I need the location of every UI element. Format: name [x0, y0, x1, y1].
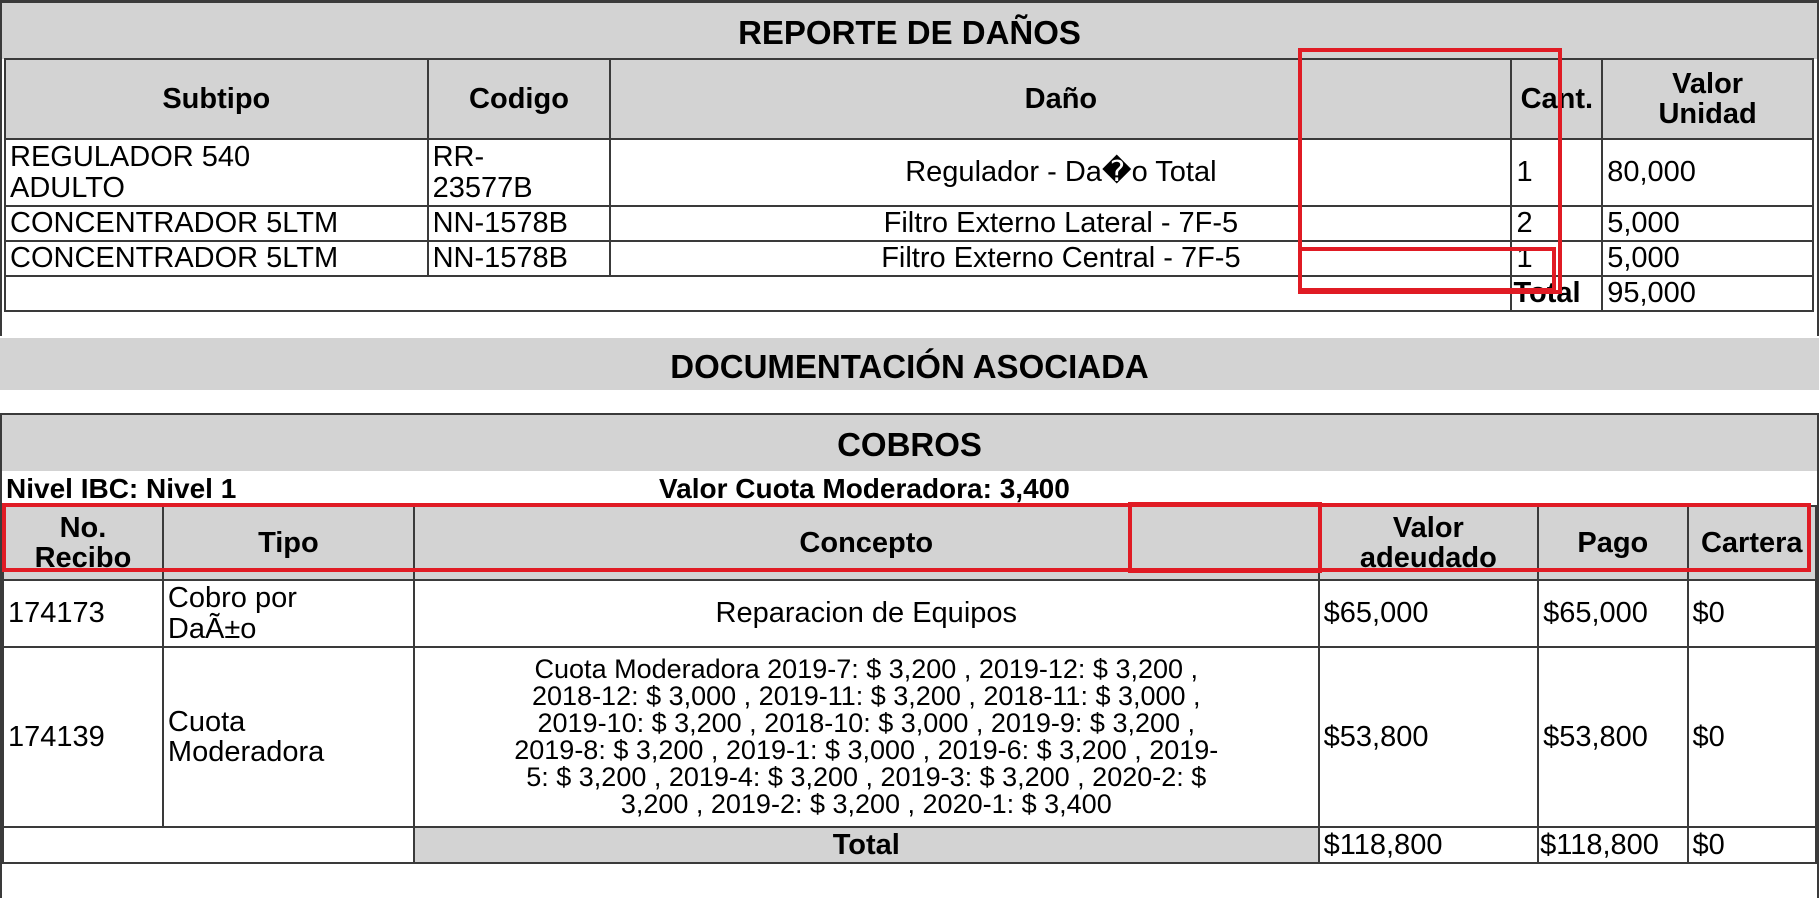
table-row [5, 206, 1813, 241]
cobros-section [0, 413, 1819, 898]
col-valor-line1: Valor [1392, 511, 1464, 544]
col-no-recibo-line1: No. [59, 511, 107, 544]
cell-valor: 80,000 [1602, 139, 1813, 206]
col-no-recibo [3, 506, 163, 580]
table-row [5, 241, 1813, 276]
cell-cant: 1 [1511, 241, 1602, 276]
col-valor-adeudado [1319, 506, 1538, 580]
cell-pago: $65,000 [1538, 580, 1687, 647]
col-valor-unidad-line2: Unidad [1658, 98, 1757, 130]
cell-subtipo-line1: REGULADOR 540 [10, 141, 251, 174]
col-codigo: Codigo [428, 59, 611, 139]
nivel-ibc: Nivel IBC: Nivel 1 [6, 473, 237, 504]
concepto-line: 3,200 , 2019-2: $ 3,200 , 2020-1: $ 3,400 [620, 789, 1112, 819]
col-valor-line2: adeudado [1359, 542, 1497, 574]
cell-cartera: $0 [1688, 580, 1816, 647]
total-valor-adeudado: $118,800 [1319, 827, 1538, 863]
concepto-line: Cuota Moderadora 2019-7: $ 3,200 , 2019-12: $ 3,200 , [534, 654, 1199, 684]
cell-tipo-line1: Cobro por [167, 582, 297, 615]
cell-subtipo-line2: ADULTO [10, 171, 125, 204]
cell-tipo-line1: Cuota [167, 705, 246, 738]
valor-cuota-moderadora: Valor Cuota Moderadora: 3,400 [659, 473, 1070, 504]
total-label: Total [1511, 276, 1602, 311]
documentacion-asociada-title: DOCUMENTACIÓN ASOCIADA [0, 338, 1819, 390]
cobros-table [2, 505, 1817, 864]
cell-codigo: NN-1578B [428, 241, 611, 276]
cell-valor: 5,000 [1602, 206, 1813, 241]
cell-dano: Filtro Externo Lateral - 7F-5 [610, 206, 1511, 241]
cell-pago: $53,800 [1538, 647, 1687, 827]
cell-codigo-line2: 23577B [432, 171, 533, 204]
concepto-line: 5: $ 3,200 , 2019-4: $ 3,200 , 2019-3: $ 3,200 , 2020-2: $ [526, 762, 1207, 792]
concepto-line: 2019-8: $ 3,200 , 2019-1: $ 3,000 , 2019-6: $ 3,200 , 2019- [514, 735, 1219, 765]
total-label: Total [414, 827, 1319, 863]
cell-tipo-line2: DaÃ±o [167, 612, 257, 645]
table-row [5, 139, 1813, 206]
total-spacer [5, 276, 1511, 311]
concepto-line: 2019-10: $ 3,200 , 2018-10: $ 3,000 , 2019-9: $ 3,200 , [537, 708, 1196, 738]
col-valor-unidad-line1: Valor [1672, 67, 1744, 100]
cell-cartera: $0 [1688, 647, 1816, 827]
reporte-danos-section [0, 0, 1819, 336]
cell-valor-adeudado: $65,000 [1319, 580, 1538, 647]
total-row [5, 276, 1813, 311]
cobros-title: COBROS [2, 415, 1817, 471]
cell-tipo-line2: Moderadora [167, 736, 325, 768]
cell-dano: Filtro Externo Central - 7F-5 [610, 241, 1511, 276]
cell-cant: 1 [1511, 139, 1602, 206]
cell-subtipo [5, 139, 428, 206]
cell-codigo-line1: RR- [432, 141, 485, 174]
col-subtipo: Subtipo [5, 59, 428, 139]
cell-concepto: Reparacion de Equipos [414, 580, 1319, 647]
table-header-row [5, 59, 1813, 139]
col-pago: Pago [1538, 506, 1687, 580]
table-header-row [3, 506, 1816, 580]
cell-valor: 5,000 [1602, 241, 1813, 276]
cell-codigo: NN-1578B [428, 206, 611, 241]
reporte-danos-title: REPORTE DE DAÑOS [2, 3, 1817, 59]
total-row [3, 827, 1816, 863]
cell-cant: 2 [1511, 206, 1602, 241]
col-cartera: Cartera [1688, 506, 1816, 580]
col-valor-unidad [1602, 59, 1813, 139]
col-concepto: Concepto [414, 506, 1319, 580]
total-cartera: $0 [1688, 827, 1816, 863]
concepto-line: 2018-12: $ 3,000 , 2019-11: $ 3,200 , 2018-11: $ 3,000 , [532, 681, 1201, 711]
cell-tipo [163, 580, 414, 647]
cell-valor-adeudado: $53,800 [1319, 647, 1538, 827]
cell-dano: Regulador - Da�o Total [610, 139, 1511, 206]
cell-codigo [428, 139, 611, 206]
total-value: 95,000 [1602, 276, 1813, 311]
total-spacer [3, 827, 414, 863]
cell-subtipo: CONCENTRADOR 5LTM [5, 241, 428, 276]
cell-tipo [163, 647, 414, 827]
cell-subtipo: CONCENTRADOR 5LTM [5, 206, 428, 241]
total-pago: $118,800 [1538, 827, 1687, 863]
table-row [3, 647, 1816, 827]
col-no-recibo-line2: Recibo [34, 542, 132, 574]
col-dano: Daño [610, 59, 1511, 139]
table-row [3, 580, 1816, 647]
col-tipo: Tipo [163, 506, 414, 580]
cobros-info-row [2, 471, 1817, 505]
cell-recibo: 174139 [3, 647, 163, 827]
col-cant: Cant. [1511, 59, 1602, 139]
reporte-danos-table [4, 58, 1814, 312]
cell-concepto [414, 647, 1319, 827]
cell-recibo: 174173 [3, 580, 163, 647]
